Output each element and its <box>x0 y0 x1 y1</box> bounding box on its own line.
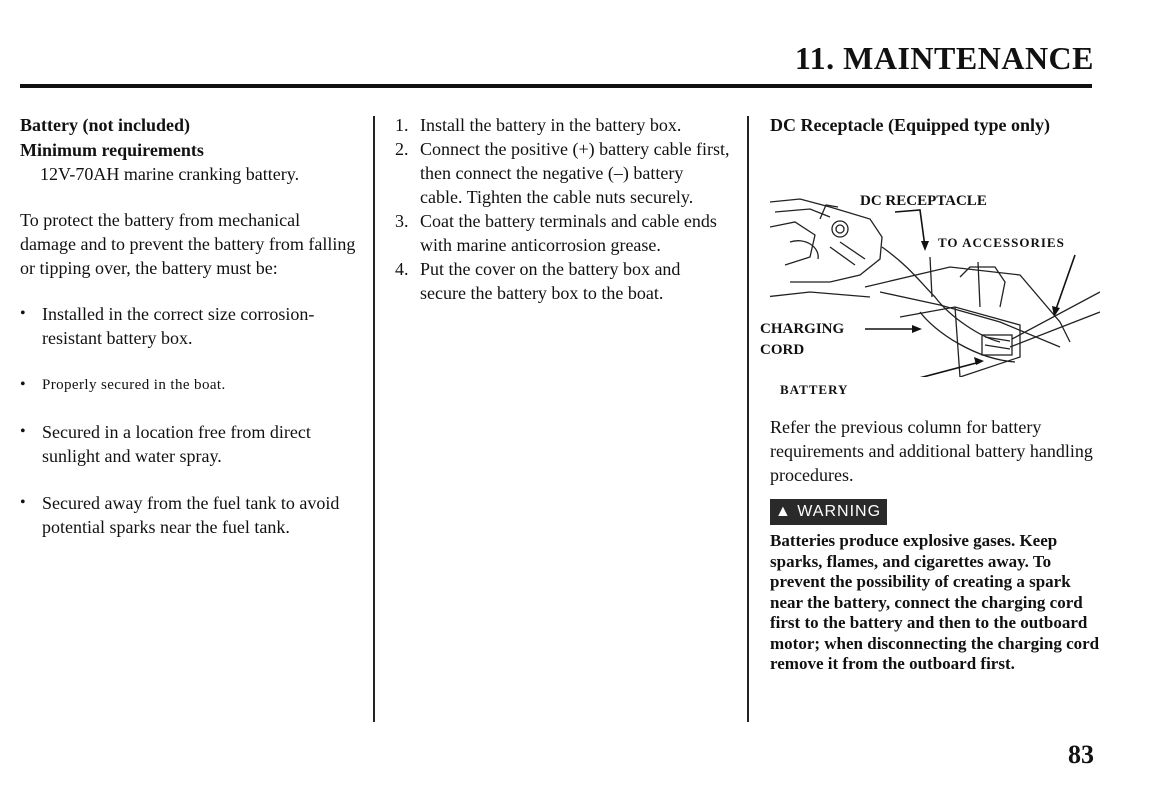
section-heading-battery: Battery (not included) <box>20 115 190 135</box>
step-number: 3. <box>395 211 409 231</box>
battery-intro: To protect the battery from mechanical damage and to prevent the battery from falling or tipping over, the battery must be: <box>20 210 356 278</box>
list-item <box>395 257 730 305</box>
refer-text: Refer the previous column for battery requirements and additional battery handling procedures. <box>770 417 1093 485</box>
list-item: • Secured in a location free from direct sunlight and water spray. <box>20 420 360 468</box>
battery-requirements-list <box>20 302 360 539</box>
step-number: 2. <box>395 139 409 159</box>
step-number: 4. <box>395 259 409 279</box>
step-number: 1. <box>395 115 409 135</box>
installation-steps-list <box>395 113 730 305</box>
outboard-battery-drawing <box>770 147 1100 377</box>
warning-label: WARNING <box>797 503 882 520</box>
label-dc-receptacle: DC RECEPTACLE <box>860 193 987 209</box>
warning-badge <box>770 499 887 525</box>
header-rule <box>20 84 1092 88</box>
step-text: Install the battery in the battery box. <box>420 115 682 135</box>
warning-icon: ▲ <box>775 503 792 520</box>
label-to-accessories: TO ACCESSORIES <box>938 235 1065 250</box>
list-item <box>395 113 730 137</box>
column-divider-2 <box>747 116 749 722</box>
page-title: 11. MAINTENANCE <box>794 40 1094 76</box>
label-charging: CHARGING <box>760 321 845 337</box>
column-installation-steps <box>395 113 730 305</box>
list-item: • Installed in the correct size corrosion-resistant battery box. <box>20 302 360 350</box>
column-divider-1 <box>373 116 375 722</box>
step-text: Connect the positive (+) battery cable first, then connect the negative (–) battery cable. Tighten the cable nuts securely. <box>420 139 730 207</box>
subheading-minimum-requirements: Minimum requirements <box>20 140 204 160</box>
warning-text: Batteries produce explosive gases. Keep sparks, flames, and cigarettes away. To prevent the possibility of creating a spark near the battery, connect the charging cord first to the battery and then to the outboard motor; when disconnecting the charging cord remove it from the outboard first. <box>770 531 1100 673</box>
page-number: 83 <box>1068 740 1094 769</box>
section-heading-dc-receptacle: DC Receptacle (Equipped type only) <box>770 115 1050 135</box>
label-battery: BATTERY <box>780 382 849 397</box>
battery-requirement: 12V-70AH marine cranking battery. <box>40 164 300 184</box>
list-item: • Secured away from the fuel tank to avoid potential sparks near the fuel tank. <box>20 491 360 539</box>
list-item <box>395 137 730 209</box>
column-dc-receptacle <box>760 113 1100 675</box>
dc-receptacle-illustration <box>760 147 1100 397</box>
column-battery <box>20 113 360 562</box>
list-item: • Properly secured in the boat. <box>20 373 360 397</box>
label-cord: CORD <box>760 342 805 358</box>
step-text: Coat the battery terminals and cable ends with marine anticorrosion grease. <box>420 211 717 255</box>
list-item <box>395 209 730 257</box>
step-text: Put the cover on the battery box and secure the battery box to the boat. <box>420 259 681 303</box>
